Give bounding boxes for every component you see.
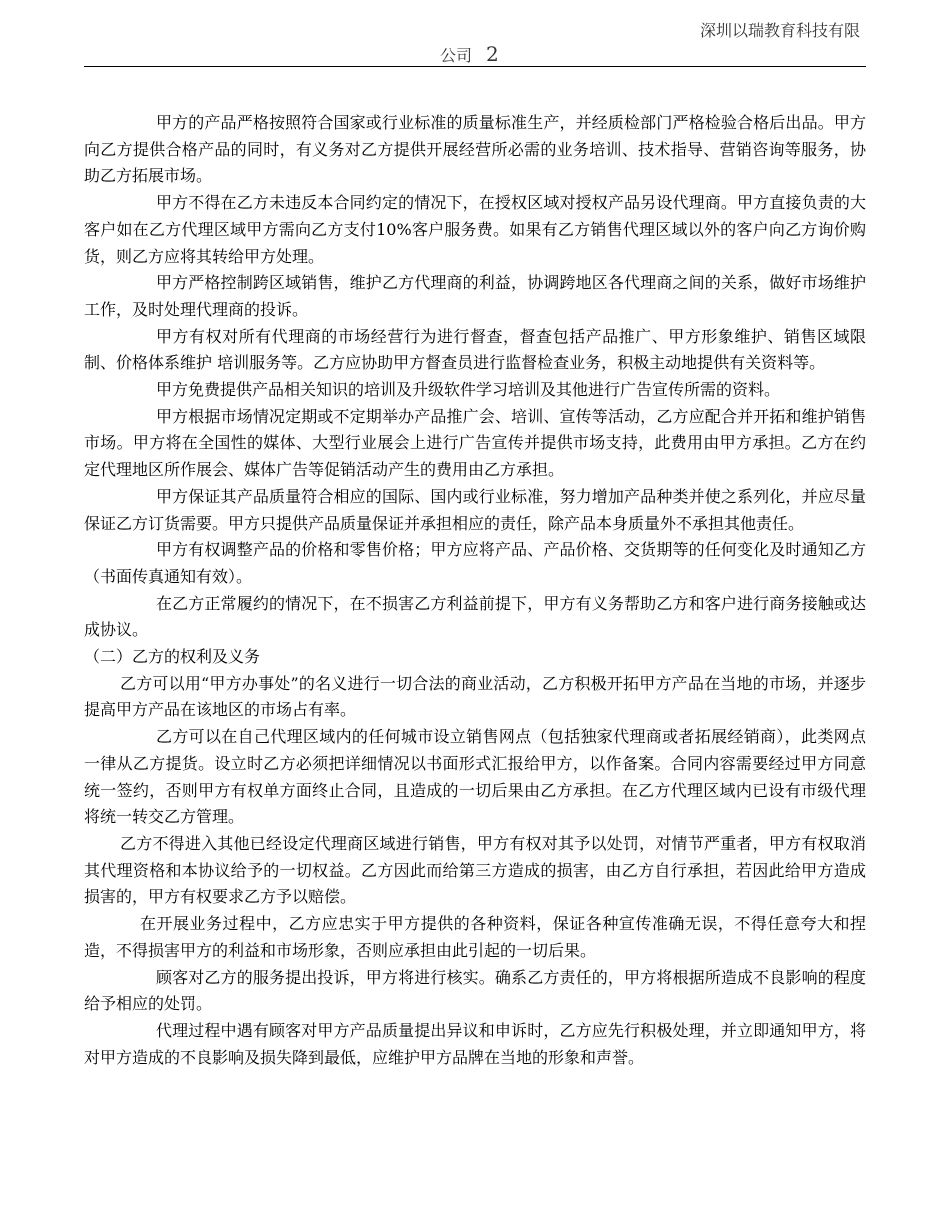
header-divider: [84, 66, 866, 67]
paragraph-business-help: 在乙方正常履约的情况下，在不损害乙方利益前提下，甲方有义务帮助乙方和客户进行商务接触或达成协议。: [84, 593, 866, 640]
paragraph-faithful-promotion: 在开展业务过程中，乙方应忠实于甲方提供的各种资料，保证各种宣传准确无误，不得任意夸大和捏造，不得损害甲方的利益和市场形象，否则应承担由此引起的一切后果。: [84, 914, 866, 960]
header-company-suffix: 公司: [440, 46, 473, 65]
page-number: 2: [486, 42, 499, 66]
paragraph-region-restriction: 乙方不得进入其他已经设定代理商区域进行销售，甲方有权对其予以处罚，对情节严重者，甲方有权取消其代理资格和本协议给予的一切权益。乙方因此而给第三方造成的损害，由乙方自行承担，若因此给甲方造成损害的，甲方有权要求乙方予以赔偿。: [84, 833, 866, 907]
document-body: [84, 110, 866, 1071]
header-company-name: 深圳以瑞教育科技有限: [699, 21, 860, 40]
paragraph-cross-region-control: 甲方严格控制跨区域销售，维护乙方代理商的利益，协调跨地区各代理商之间的关系，做好市场维护工作，及时处理代理商的投诉。: [84, 273, 866, 319]
paragraph-product-quality: 甲方的产品严格按照符合国家或行业标准的质量标准生产，并经质检部门严格检验合格后出品。甲方向乙方提供合格产品的同时，有义务对乙方提供开展经营所必需的业务培训、技术指导、营销咨询等服务，协助乙方拓展市场。: [84, 113, 866, 186]
paragraph-quality-disputes: 代理过程中遇有顾客对甲方产品质量提出异议和申诉时，乙方应先行积极处理，并立即通知甲方，将对甲方造成的不良影响及损失降到最低，应维护甲方品牌在当地的形象和声誉。: [84, 1020, 866, 1067]
header-company-suffix-line: [440, 42, 499, 66]
paragraph-complaints: 顾客对乙方的服务提出投诉，甲方将进行核实。确系乙方责任的，甲方将根据所造成不良影响的程度给予相应的处罚。: [84, 967, 866, 1014]
section-heading-party-b: （二）乙方的权利及义务: [84, 647, 261, 667]
paragraph-free-training: 甲方免费提供产品相关知识的培训及升级软件学习培训及其他进行广告宣传所需的资料。: [156, 380, 781, 400]
paragraph-price-adjustment: 甲方有权调整产品的价格和零售价格；甲方应将产品、产品价格、交货期等的任何变化及时通知乙方（书面传真通知有效）。: [84, 540, 866, 586]
paragraph-supervision: 甲方有权对所有代理商的市场经营行为进行督查，督查包括产品推广、甲方形象维护、销售区域限制、价格体系维护 培训服务等。乙方应协助甲方督查员进行监督检查业务，积极主动地提供有关资料等。: [84, 326, 866, 373]
paragraph-no-other-agents: 甲方不得在乙方未违反本合同约定的情况下，在授权区域对授权产品另设代理商。甲方直接负责的大客户如在乙方代理区域甲方需向乙方支付10%客户服务费。如果有乙方销售代理区域以外的客户向乙方询价购货，则乙方应将其转给甲方处理。: [84, 193, 866, 266]
paragraph-quality-guarantee: 甲方保证其产品质量符合相应的国际、国内或行业标准，努力增加产品种类并使之系列化，并应尽量保证乙方订货需要。甲方只提供产品质量保证并承担相应的责任，除产品本身质量外不承担其他责任。: [84, 486, 866, 533]
paragraph-sales-outlets: 乙方可以在自己代理区域内的任何城市设立销售网点（包括独家代理商或者拓展经销商），此类网点一律从乙方提货。设立时乙方必须把详细情况以书面形式汇报给甲方，以作备案。合同内容需要经过甲方同意统一签约，否则甲方有权单方面终止合同，且造成的一切后果由乙方承担。在乙方代理区域内已设有市级代理将统一转交乙方管理。: [84, 727, 866, 827]
paragraph-office-name: 乙方可以用“甲方办事处”的名义进行一切合法的商业活动，乙方积极开拓甲方产品在当地的市场，并逐步提高甲方产品在该地区的市场占有率。: [84, 673, 866, 720]
paragraph-promotion-activities: 甲方根据市场情况定期或不定期举办产品推广会、培训、宣传等活动，乙方应配合并开拓和维护销售市场。甲方将在全国性的媒体、大型行业展会上进行广告宣传并提供市场支持，此费用由甲方承担。乙方在约定代理地区所作展会、媒体广告等促销活动产生的费用由乙方承担。: [84, 406, 866, 480]
